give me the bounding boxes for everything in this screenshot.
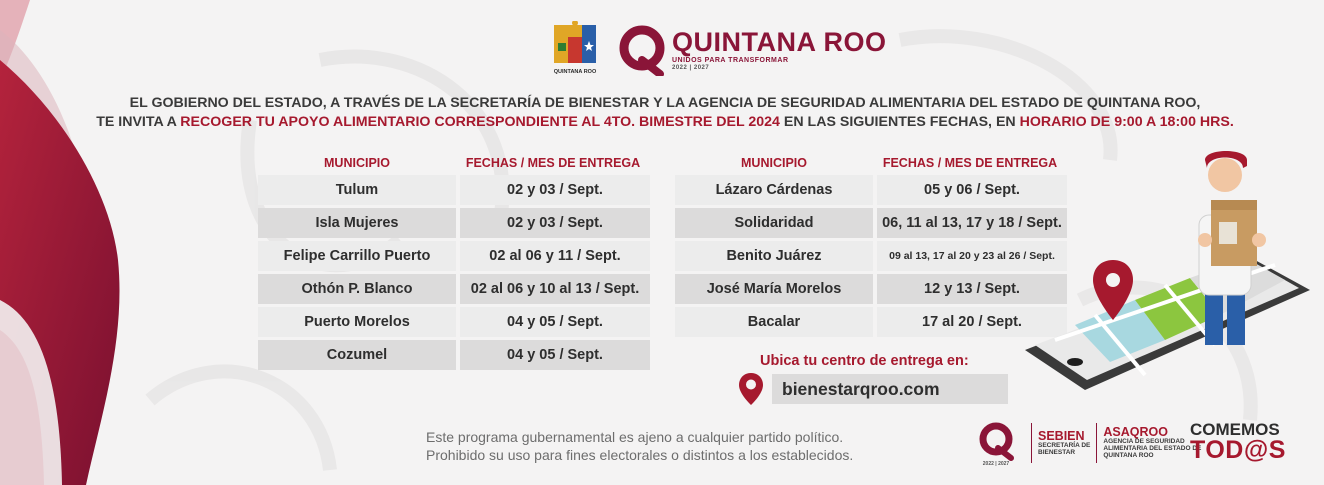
table-row xyxy=(675,208,1067,238)
website-url[interactable]: bienestarqroo.com xyxy=(772,374,1008,404)
delivery-illustration xyxy=(1015,140,1315,400)
intro-highlight-horario: HORARIO DE 9:00 A 18:00 HRS. xyxy=(1019,114,1234,130)
cell-fecha: 02 al 06 y 11 / Sept. xyxy=(460,241,650,271)
todos-text: TOD@S xyxy=(1190,436,1286,464)
sebien-title: SEBIEN xyxy=(1038,428,1085,443)
locate-title: Ubica tu centro de entrega en: xyxy=(760,353,969,369)
delivery-person-icon xyxy=(1198,151,1266,345)
table-row xyxy=(675,274,1067,304)
footer-logos xyxy=(973,420,1201,466)
quintana-roo-q-icon xyxy=(973,420,1019,466)
asaqroo-sub-3: QUINTANA ROO xyxy=(1103,451,1154,459)
table-row xyxy=(258,208,650,238)
state-seal-icon xyxy=(550,21,600,79)
qroo-name: QUINTANA ROO xyxy=(672,27,887,57)
table-row xyxy=(675,175,1067,205)
disclaimer-line-2: Prohibido su uso para fines electorales o distintos a los establecidos. xyxy=(426,447,854,463)
header-fechas: FECHAS / MES DE ENTREGA xyxy=(465,156,641,170)
cell-fecha: 06, 11 al 13, 17 y 18 / Sept. xyxy=(877,208,1067,238)
comemos-todos-logo xyxy=(1190,421,1286,463)
cell-fecha: 05 y 06 / Sept. xyxy=(877,175,1067,205)
table-row xyxy=(258,274,650,304)
asaqroo-logo xyxy=(1103,426,1201,460)
table-header xyxy=(675,154,1067,172)
cell-municipio: Solidaridad xyxy=(675,208,873,238)
intro-text xyxy=(60,94,1270,132)
cell-fecha: 02 y 03 / Sept. xyxy=(460,175,650,205)
cell-municipio: Benito Juárez xyxy=(675,241,873,271)
header-municipio: MUNICIPIO xyxy=(324,156,390,170)
sebien-logo xyxy=(1038,430,1090,457)
cell-municipio: José María Morelos xyxy=(675,274,873,304)
divider xyxy=(1096,423,1097,463)
cell-municipio: Cozumel xyxy=(258,340,456,370)
asaqroo-title: ASAQROO xyxy=(1103,425,1168,440)
table-row xyxy=(258,241,650,271)
cell-fecha: 04 y 05 / Sept. xyxy=(460,307,650,337)
table-row xyxy=(675,241,1067,271)
table-row xyxy=(675,307,1067,337)
sebien-sub-1: SECRETARÍA DE xyxy=(1038,441,1091,449)
intro-line-1: EL GOBIERNO DEL ESTADO, A TRAVÉS DE LA SECRETARÍA DE BIENESTAR Y LA AGENCIA DE SEGURIDAD ALIMENTARIA DEL ESTADO DE QUINTANA ROO, xyxy=(129,95,1201,111)
cell-municipio: Tulum xyxy=(258,175,456,205)
cell-fecha: 09 al 13, 17 al 20 y 23 al 26 / Sept. xyxy=(877,241,1067,271)
website-link[interactable] xyxy=(738,372,1008,406)
cell-municipio: Bacalar xyxy=(675,307,873,337)
cell-municipio: Lázaro Cárdenas xyxy=(675,175,873,205)
cell-municipio: Felipe Carrillo Puerto xyxy=(258,241,456,271)
cell-municipio: Othón P. Blanco xyxy=(258,274,456,304)
cell-fecha: 12 y 13 / Sept. xyxy=(877,274,1067,304)
intro-line-2 xyxy=(60,113,1270,132)
header-logos xyxy=(550,20,887,80)
phone-icon xyxy=(1025,258,1310,390)
asaqroo-sub-2: ALIMENTARIA DEL ESTADO DE xyxy=(1103,445,1202,453)
intro-highlight-apoyo: RECOGER TU APOYO ALIMENTARIO CORRESPONDIENTE AL 4TO. BIMESTRE DEL 2024 xyxy=(180,114,780,130)
divider xyxy=(1031,423,1032,463)
footer-qroo-years: 2022 | 2027 xyxy=(982,461,1010,466)
state-seal-caption: QUINTANA ROO xyxy=(553,69,597,75)
quintana-roo-logo xyxy=(616,24,887,76)
cell-municipio: Isla Mujeres xyxy=(258,208,456,238)
schedule-table-left xyxy=(258,154,650,370)
cell-fecha: 02 al 06 y 10 al 13 / Sept. xyxy=(460,274,650,304)
intro-line-2-b: EN LAS SIGUIENTES FECHAS, EN xyxy=(783,114,1016,130)
comemos-text: COMEMOS xyxy=(1190,420,1280,439)
disclaimer xyxy=(426,428,853,464)
qroo-years: 2022 | 2027 xyxy=(672,65,710,71)
intro-line-2-a: TE INVITA A xyxy=(96,114,177,130)
asaqroo-sub-1: AGENCIA DE SEGURIDAD xyxy=(1103,438,1185,446)
cell-municipio: Puerto Morelos xyxy=(258,307,456,337)
cell-fecha: 17 al 20 / Sept. xyxy=(877,307,1067,337)
header-municipio: MUNICIPIO xyxy=(741,156,807,170)
schedule-table-right xyxy=(675,154,1067,337)
table-row xyxy=(258,307,650,337)
cell-fecha: 04 y 05 / Sept. xyxy=(460,340,650,370)
map-pin-icon xyxy=(738,372,764,406)
header-fechas: FECHAS / MES DE ENTREGA xyxy=(882,156,1058,170)
cell-fecha: 02 y 03 / Sept. xyxy=(460,208,650,238)
quintana-roo-q-icon xyxy=(616,24,668,76)
table-row xyxy=(258,340,650,370)
sebien-sub-2: BIENESTAR xyxy=(1038,448,1076,456)
qroo-slogan: UNIDOS PARA TRANSFORMAR xyxy=(672,57,789,64)
table-header xyxy=(258,154,650,172)
disclaimer-line-1: Este programa gubernamental es ajeno a cualquier partido político. xyxy=(426,429,844,445)
table-row xyxy=(258,175,650,205)
